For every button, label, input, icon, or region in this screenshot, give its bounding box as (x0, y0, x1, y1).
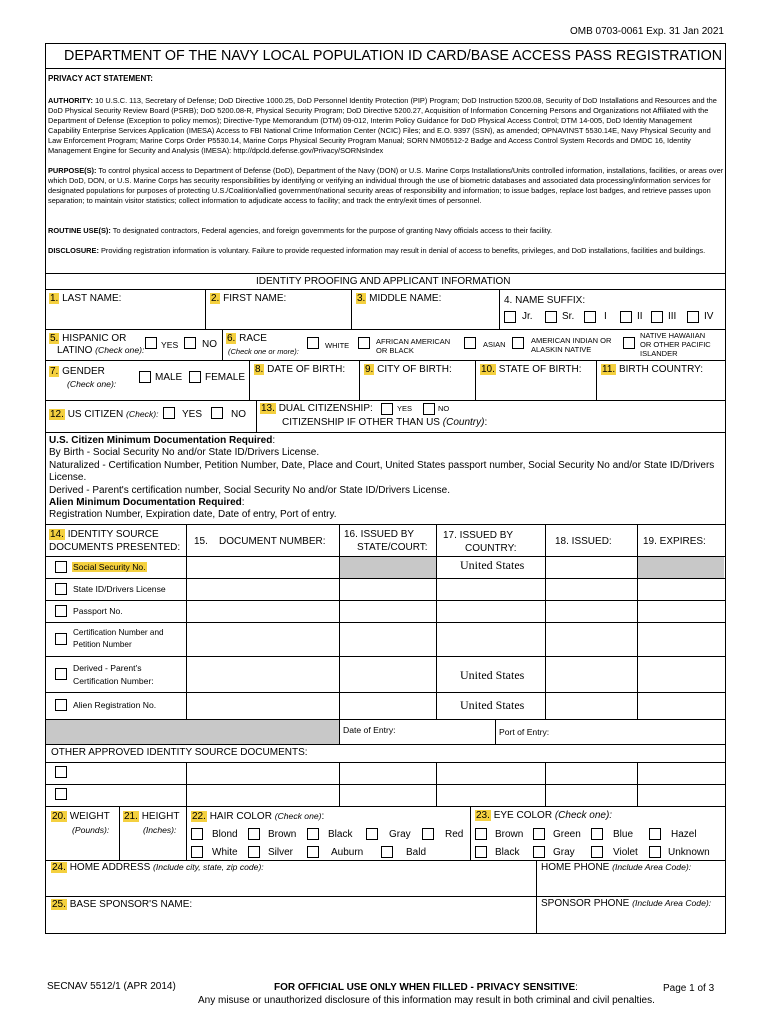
hair-blond-label: Blond (212, 829, 238, 840)
middle-name-label: 3. MIDDLE NAME: (357, 293, 442, 304)
section-title: IDENTITY PROOFING AND APPLICANT INFORMATION (256, 276, 511, 287)
eye-green-label: Green (553, 829, 581, 840)
doc-derived-checkbox[interactable] (55, 668, 67, 680)
us-docs-line-1: By Birth - Social Security No and/or State ID/Drivers License. (49, 447, 320, 458)
us-docs-line-3: License. (49, 472, 87, 483)
hair-red-label: Red (445, 829, 464, 840)
col-14-label: 14. IDENTITY SOURCE (50, 529, 159, 540)
suffix-iii-label: III (668, 311, 677, 322)
sponsor-name-label: 25. BASE SPONSOR'S NAME: (52, 899, 193, 910)
col-18-label: 18. ISSUED: (555, 536, 612, 547)
us-docs-line-2: Naturalized - Certification Number, Petition Number, Date, Place and Court, United States passport number, Social Security No and/or State ID/Drivers (49, 460, 715, 471)
doc-certification-checkbox[interactable] (55, 633, 67, 645)
eye-brown-checkbox[interactable] (475, 828, 487, 840)
hair-gray-label: Gray (389, 829, 411, 840)
hair-black-checkbox[interactable] (307, 828, 319, 840)
doc-alien-label: Alien Registration No. (73, 700, 157, 710)
race-black-label: AFRICAN AMERICAN OR BLACK (376, 337, 451, 355)
other-doc-2-checkbox[interactable] (55, 788, 67, 800)
race-native-american-label: AMERICAN INDIAN OR ALASKIN NATIVE (531, 336, 612, 354)
suffix-jr-checkbox[interactable] (504, 311, 516, 323)
gender-label: 7. GENDER (50, 366, 105, 377)
misuse-warning: Any misuse or unauthorized disclosure of this information may result in both criminal and civil penalties. (198, 995, 655, 1006)
derived-issue-country: United States (460, 668, 525, 682)
disclosure-paragraph: DISCLOSURE: Providing registration information is voluntary. Failure to provide requested information may result in denial of access to benefits, privileges, and DoD installations, facilities and buildings. (48, 246, 706, 255)
privacy-heading: PRIVACY ACT STATEMENT: (48, 74, 153, 83)
eye-hazel-label: Hazel (671, 829, 697, 840)
eye-black-label: Black (495, 847, 520, 858)
eye-unknown-label: Unknown (668, 847, 710, 858)
doc-ssn-label: Social Security No. (73, 562, 146, 572)
page-number: Page 1 of 3 (663, 983, 715, 994)
hair-silver-label: Silver (268, 847, 294, 858)
hair-brown-checkbox[interactable] (248, 828, 260, 840)
suffix-iv-label: IV (704, 311, 714, 322)
hair-bald-checkbox[interactable] (381, 846, 393, 858)
eye-green-checkbox[interactable] (533, 828, 545, 840)
race-white-checkbox[interactable] (307, 337, 319, 349)
race-black-checkbox[interactable] (358, 337, 370, 349)
dual-citizenship-label: 13. DUAL CITIZENSHIP: (261, 403, 373, 414)
first-name-label: 2. FIRST NAME: (211, 293, 287, 304)
hispanic-yes-checkbox[interactable] (145, 337, 157, 349)
us-docs-heading: U.S. Citizen Minimum Documentation Required: (49, 435, 276, 446)
doc-state-id-checkbox[interactable] (55, 583, 67, 595)
hair-silver-checkbox[interactable] (248, 846, 260, 858)
hispanic-label: 5. HISPANIC OR (50, 333, 127, 344)
us-citizen-label: 12. US CITIZEN (Check): (50, 409, 159, 420)
omb-number: OMB 0703-0061 Exp. 31 Jan 2021 (570, 26, 724, 37)
suffix-sr-label: Sr. (562, 311, 575, 322)
col-16-label: 16. ISSUED BY (344, 529, 415, 540)
eye-violet-checkbox[interactable] (591, 846, 603, 858)
dual-yes-checkbox[interactable] (381, 403, 393, 415)
race-pacific-islander-label: NATIVE HAWAIIAN OR OTHER PACIFIC ISLANDER (640, 331, 711, 358)
height-label: 21. HEIGHT (124, 811, 180, 822)
hair-brown-label: Brown (268, 829, 297, 840)
col-14-label-2: DOCUMENTS PRESENTED: (49, 542, 181, 553)
col-15-label: 15. DOCUMENT NUMBER: (194, 536, 326, 547)
ssn-issue-country: United States (460, 558, 525, 572)
dual-no-label: NO (438, 404, 450, 413)
hispanic-no-label: NO (202, 339, 217, 350)
suffix-iv-checkbox[interactable] (687, 311, 699, 323)
hair-blond-checkbox[interactable] (191, 828, 203, 840)
form-number: SECNAV 5512/1 (APR 2014) (47, 981, 176, 992)
suffix-i-label: I (604, 311, 607, 322)
hair-bald-label: Bald (406, 847, 427, 858)
us-docs-line-4: Derived - Parent's certification number, Social Security No and/or State ID/Drivers License. (49, 485, 450, 496)
gender-male-label: MALE (155, 372, 183, 383)
doc-certification-label: Certification Number and Petition Number (73, 628, 164, 649)
hair-color-label: 22. HAIR COLOR (Check one): (192, 811, 325, 822)
eye-black-checkbox[interactable] (475, 846, 487, 858)
suffix-sr-checkbox[interactable] (545, 311, 557, 323)
gender-female-label: FEMALE (205, 372, 246, 383)
col-19-label: 19. EXPIRES: (643, 536, 706, 547)
eye-gray-checkbox[interactable] (533, 846, 545, 858)
eye-hazel-checkbox[interactable] (649, 828, 661, 840)
eye-blue-label: Blue (613, 829, 634, 840)
hair-black-label: Black (328, 829, 353, 840)
race-check-hint: (Check one or more): (228, 347, 299, 356)
race-pacific-islander-checkbox[interactable] (623, 337, 635, 349)
doc-alien-checkbox[interactable] (55, 699, 67, 711)
race-white-label: WHITE (325, 341, 350, 350)
hispanic-label-2: LATINO (Check one): (57, 345, 145, 356)
authority-paragraph: AUTHORITY: 10 U.S.C. 113, Secretary of Defense; DoD Directive 1000.25, DoD Personnel Identity Protection (PIP) Program; DoD Instruction 5200.08, Security of DoD Installations and Resources and the DoD Physical Security Review Board (PSRB); DoD 5200.08-R, Physical Security Program; DoD Directive 5200.27, Acquisition of Information Concerning Persons and Organizations not Affiliated with the Department of Defense (Exception to policy memos); Directive-Type Memorandum (DTM) 09-012, Interim Policy Guidance for DoD Physical Access Control; DTM 14-005, DoD Identity Management Capability Enterprise Services Application (IMESA) Access to FBI National Crime Information Center (NCIC) Files; and E.O. 9397 (SSN), as amended; OPNAVINST 5530.14E, Navy Physical Security and Law Enforcement Program; Marine Corps Order P5530.14, Marine Corps Physical Security Program Manual; SORN NM05512-2 Badge and Access Control System Records and DMDC 16, Identity Management Engine for Security and Analysis (IMESA): http://dpcld.defense.gov/Privacy/SORNsIndex (48, 96, 717, 155)
other-docs-heading: OTHER APPROVED IDENTITY SOURCE DOCUMENTS: (51, 747, 308, 758)
eye-violet-label: Violet (613, 847, 638, 858)
dob-label: 8. DATE OF BIRTH: (255, 364, 346, 375)
eye-color-label: 23. EYE COLOR (Check one): (476, 810, 613, 821)
eye-unknown-checkbox[interactable] (649, 846, 661, 858)
col-16-label-2: STATE/COURT: (357, 542, 428, 553)
purpose-paragraph: PURPOSE(S): To control physical access to Department of Defense (DoD), Department of the Navy (DON) or U.S. Marine Corps Installations/Units controlled information, installations, facilities, or areas over which DoD, DON, or U.S. Marine Corps has security responsibilities by identifying or verifying an individual through the use of biometric databases and associated data processing/information services for designated populations for purposes of protecting U.S./Coalition/allied government/national security areas of responsibility and information; to issue badges, replace lost badges, and retrieve passes upon separation; to maintain visitor statistics; collect information to adjudicate access to facility; and track the entry/exit times of personnel. (48, 166, 724, 205)
dual-yes-label: YES (397, 404, 413, 413)
weight-label: 20. WEIGHT (52, 811, 110, 822)
doc-derived-label: Derived - Parent's Certification Number: (73, 663, 154, 686)
col-17-label-2: COUNTRY: (465, 543, 517, 554)
fouo-notice: FOR OFFICIAL USE ONLY WHEN FILLED - PRIVACY SENSITIVE: (274, 982, 578, 993)
gender-check-hint: (Check one): (67, 379, 117, 389)
alien-issue-country: United States (460, 698, 525, 712)
alien-docs-heading: Alien Minimum Documentation Required: (49, 497, 245, 508)
doc-ssn-checkbox[interactable] (55, 561, 67, 573)
form-title: DEPARTMENT OF THE NAVY LOCAL POPULATION ID CARD/BASE ACCESS PASS REGISTRATION (64, 48, 723, 64)
suffix-ii-label: II (637, 311, 643, 322)
hair-auburn-checkbox[interactable] (307, 846, 319, 858)
port-of-entry-label: Port of Entry: (499, 727, 550, 737)
suffix-i-checkbox[interactable] (584, 311, 596, 323)
gender-male-checkbox[interactable] (139, 371, 151, 383)
suffix-jr-label: Jr. (522, 311, 533, 322)
name-suffix-label: 4. NAME SUFFIX: (504, 295, 586, 306)
home-phone-label: HOME PHONE (Include Area Code): (541, 862, 692, 873)
eye-blue-checkbox[interactable] (591, 828, 603, 840)
us-citizen-no-checkbox[interactable] (211, 407, 223, 419)
hispanic-no-checkbox[interactable] (184, 337, 196, 349)
birth-country-label: 11. BIRTH COUNTRY: (602, 364, 704, 375)
hair-white-checkbox[interactable] (191, 846, 203, 858)
col-17-label: 17. ISSUED BY (443, 530, 514, 541)
last-name-label: 1. LAST NAME: (50, 293, 122, 304)
race-native-american-checkbox[interactable] (512, 337, 524, 349)
dual-no-checkbox[interactable] (423, 403, 435, 415)
state-of-birth-label: 10. STATE OF BIRTH: (481, 364, 582, 375)
hair-auburn-label: Auburn (331, 847, 364, 858)
race-asian-label: ASIAN (483, 340, 506, 349)
hispanic-yes-label: YES (161, 340, 179, 350)
routine-use-paragraph: ROUTINE USE(S): To designated contractors, Federal agencies, and foreign governments for the purpose of granting Navy officials access to their facility. (48, 226, 553, 235)
eye-brown-label: Brown (495, 829, 524, 840)
race-label: 6. RACE (227, 333, 267, 344)
hair-gray-checkbox[interactable] (366, 828, 378, 840)
hair-white-label: White (212, 847, 238, 858)
hair-red-checkbox[interactable] (422, 828, 434, 840)
doc-state-id-label: State ID/Drivers License (73, 584, 166, 594)
eye-gray-label: Gray (553, 847, 575, 858)
date-of-entry-label: Date of Entry: (343, 725, 396, 735)
city-of-birth-label: 9. CITY OF BIRTH: (365, 364, 452, 375)
other-doc-1-checkbox[interactable] (55, 766, 67, 778)
doc-passport-checkbox[interactable] (55, 605, 67, 617)
race-asian-checkbox[interactable] (464, 337, 476, 349)
us-citizen-no-label: NO (231, 409, 246, 420)
gender-female-checkbox[interactable] (189, 371, 201, 383)
alien-docs-line: Registration Number, Expiration date, Date of entry, Port of entry. (49, 509, 337, 520)
doc-passport-label: Passport No. (73, 606, 123, 616)
us-citizen-yes-checkbox[interactable] (163, 407, 175, 419)
other-citizenship-label: CITIZENSHIP IF OTHER THAN US (Country): (282, 417, 488, 428)
us-citizen-yes-label: YES (182, 409, 203, 420)
weight-unit: (Pounds): (72, 825, 110, 835)
suffix-iii-checkbox[interactable] (651, 311, 663, 323)
home-address-label: 24. HOME ADDRESS (Include city, state, zip code): (52, 862, 264, 873)
height-unit: (Inches): (143, 825, 177, 835)
suffix-ii-checkbox[interactable] (620, 311, 632, 323)
sponsor-phone-label: SPONSOR PHONE (Include Area Code): (541, 898, 712, 909)
